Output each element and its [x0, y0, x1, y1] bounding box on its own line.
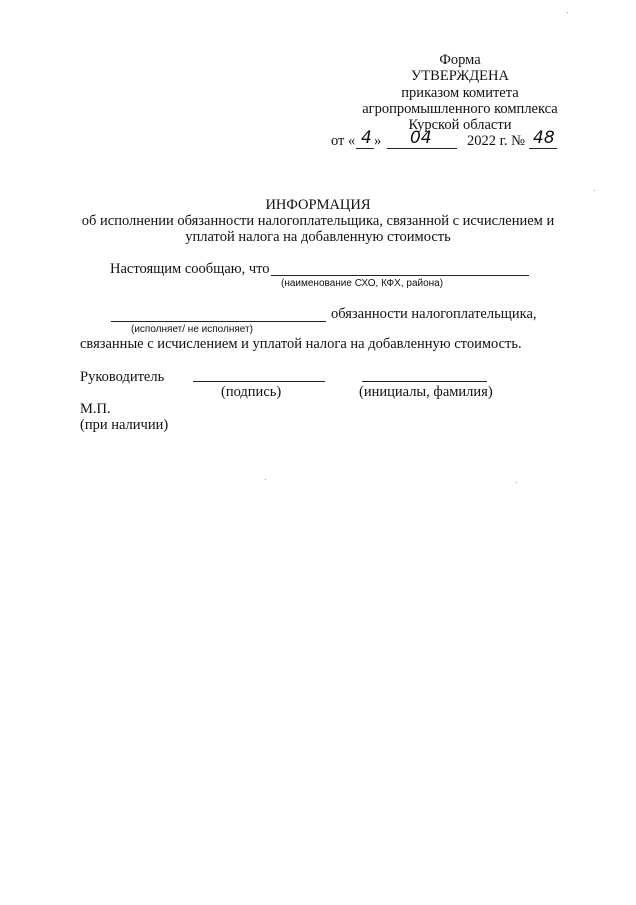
order-line-2: агропромышленного комплекса — [362, 101, 558, 117]
name-hint: (инициалы, фамилия) — [359, 384, 493, 400]
title-subtitle-2: уплатой налога на добавленную стоимость — [185, 229, 451, 245]
date-mid: » — [374, 133, 382, 149]
fulfillment-hint: (исполняет/ не исполняет) — [131, 324, 253, 335]
head-label: Руководитель — [80, 369, 165, 385]
title-heading: ИНФОРМАЦИЯ — [265, 197, 371, 213]
order-line-1: приказом комитета — [401, 85, 519, 101]
date-prefix: от « — [331, 133, 356, 149]
scan-speck — [516, 482, 517, 483]
intro-text: Настоящим сообщаю, что — [110, 261, 270, 277]
continuation-text: связанные с исчислением и уплатой налога на добавленную стоимость. — [80, 336, 522, 352]
signature-hint: (подпись) — [221, 384, 282, 400]
organization-hint: (наименование СХО, КФХ, района) — [281, 278, 444, 289]
form-label: Форма — [439, 52, 481, 68]
day-underline — [356, 148, 374, 149]
stamp-hint: (при наличии) — [80, 417, 169, 433]
title-subtitle-1: об исполнении обязанности налогоплательщика, связанной с исчислением и — [81, 213, 555, 229]
scan-speck — [594, 190, 595, 191]
month-underline — [387, 148, 457, 149]
organization-field[interactable] — [271, 275, 529, 276]
order-line-3: Курской области — [408, 117, 512, 133]
stamp-label: М.П. — [80, 401, 111, 417]
date-month: 04 — [410, 128, 432, 148]
fulfillment-field[interactable] — [111, 321, 326, 322]
scan-speck — [567, 12, 568, 13]
number-underline — [529, 148, 557, 149]
order-number: 48 — [533, 128, 555, 148]
name-field[interactable] — [362, 381, 487, 382]
scan-speck — [265, 479, 266, 480]
signature-field[interactable] — [193, 381, 325, 382]
date-day: 4 — [361, 128, 372, 148]
date-year: 2022 г. № — [467, 133, 526, 149]
approved-label: УТВЕРЖДЕНА — [411, 68, 509, 84]
obligation-text: обязанности налогоплательщика, — [331, 306, 537, 322]
